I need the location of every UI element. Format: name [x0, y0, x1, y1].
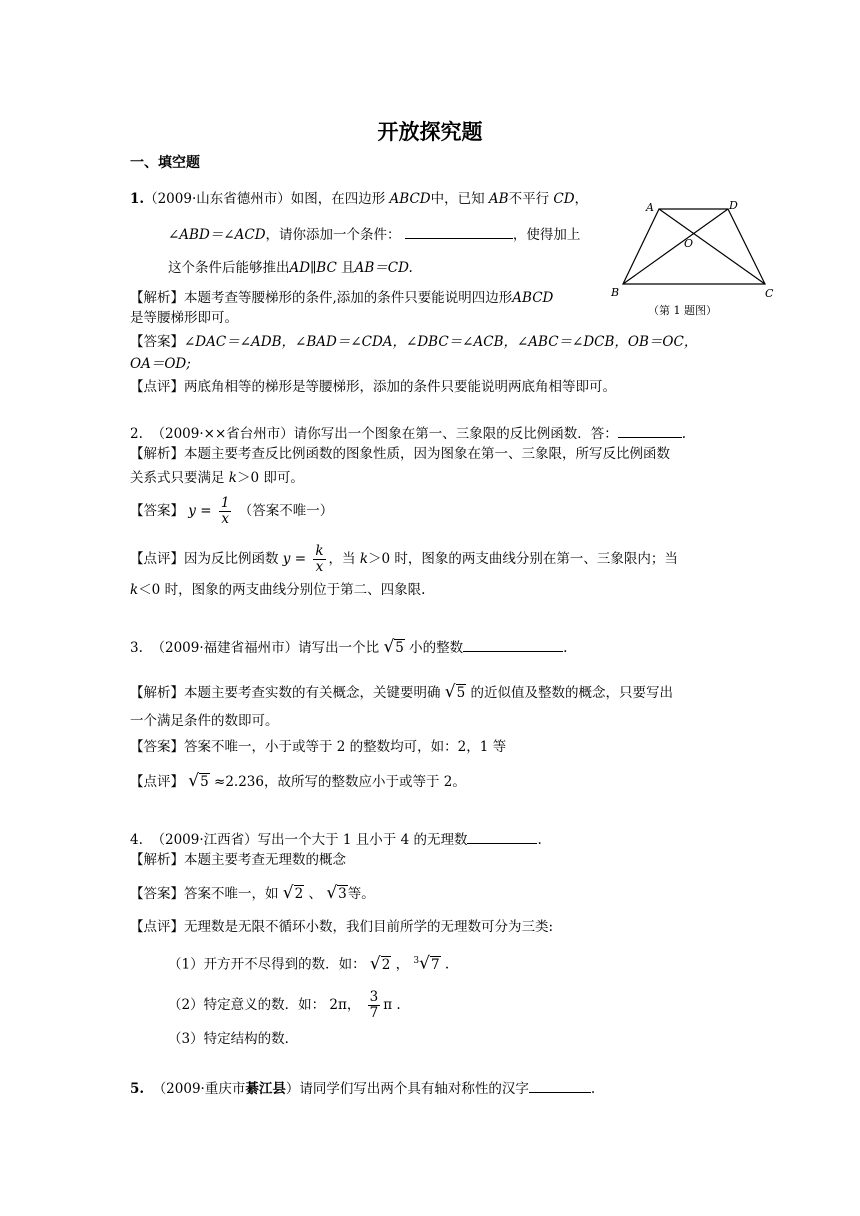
q1-analysis: 【解析】本题考查等腰梯形的条件,添加的条件只要能说明四边形ABCD — [130, 290, 554, 306]
answer-tag: 【答案】 — [130, 503, 184, 519]
answer-tag: 【答案】 — [130, 739, 184, 755]
q4-comment: 【点评】无理数是无限不循环小数，我们目前所学的无理数可分为三类: — [130, 919, 554, 935]
q1-line1: 1.（2009·山东省德州市）如图，在四边形 ABCD中，已知 AB不平行 CD， — [130, 191, 589, 207]
q1-line3: 这个条件后能够推出AD∥BC 且AB＝CD. — [168, 260, 413, 276]
q4-item-2: （2）特定意义的数．如： 2π， $\frac{3}{7}$ π . — [168, 989, 401, 1021]
figure-caption: （第 1 题图） — [648, 304, 717, 317]
comment-tag: 【点评】 — [130, 774, 184, 790]
q2-comment-cont: k＜0 时，图象的两支曲线分别位于第二、四象限. — [130, 582, 426, 598]
q4-item-3: （3）特定结构的数． — [168, 1031, 299, 1047]
q3-line1: 3. （2009·福建省福州市）请写出一个比 √5 小的整数 . — [130, 637, 568, 657]
analysis-tag: 【解析】 — [130, 446, 184, 462]
comment-tag: 【点评】 — [130, 379, 184, 395]
q2-line1: 2. （2009·××省台州市）请你写出一个图象在第一、三象限的反比例函数．答： . — [130, 426, 687, 442]
answer-blank[interactable] — [529, 1080, 591, 1093]
q1-answer: 【答案】∠DAC＝∠ADB，∠BAD＝∠CDA，∠DBC＝∠ACB，∠ABC＝∠DCB，OB＝OC， — [130, 334, 698, 350]
sqrt-2: √2 — [282, 883, 304, 903]
q4-analysis: 【解析】本题主要考查无理数的概念 — [130, 852, 346, 868]
sqrt-5: √5 — [188, 771, 209, 791]
q1-comment: 【点评】两底角相等的梯形是等腰梯形，添加的条件只要能说明两底角相等即可。 — [130, 379, 616, 395]
q2-number: 2. — [130, 426, 143, 442]
q4-number: 4. — [130, 832, 143, 848]
label-b: B — [611, 286, 620, 299]
section-heading: 一、填空题 — [130, 155, 200, 171]
answer-blank[interactable] — [618, 425, 682, 438]
comment-tag: 【点评】 — [130, 551, 184, 567]
analysis-tag: 【解析】 — [130, 290, 184, 306]
page-title: 开放探究题 — [377, 120, 483, 144]
q5-number: 5. — [130, 1081, 145, 1097]
answer-blank[interactable] — [463, 639, 563, 652]
analysis-tag: 【解析】 — [130, 852, 184, 868]
q3-number: 3. — [130, 640, 143, 656]
fraction-1-over-x: $\frac{1}{x}$ — [220, 495, 230, 527]
q1-number: 1. — [130, 191, 145, 207]
q4-line1: 4. （2009·江西省）写出一个大于 1 且小于 4 的无理数 . — [130, 832, 542, 848]
q2-analysis-cont: 关系式只要满足 k＞0 即可。 — [130, 470, 304, 486]
answer-blank[interactable] — [405, 226, 513, 239]
q3-comment: 【点评】 √5 ≈2.236，故所写的整数应小于或等于 2。 — [130, 771, 466, 791]
sqrt-3: √3 — [326, 883, 347, 903]
analysis-tag: 【解析】 — [130, 685, 184, 701]
q2-answer: 【答案】 y = $\frac{1}{x}$ （答案不唯一） — [130, 495, 334, 527]
label-o: O — [684, 237, 694, 250]
trapezoid-figure — [610, 196, 790, 321]
q5-line1: 5. （2009·重庆市綦江县）请同学们写出两个具有轴对称性的汉字 . — [130, 1081, 596, 1097]
answer-tag: 【答案】 — [130, 334, 184, 350]
q1-analysis-cont: 是等腰梯形即可。 — [130, 310, 238, 326]
answer-tag: 【答案】 — [130, 886, 184, 902]
sqrt-2: √2 — [369, 953, 391, 974]
q1-answer-cont: OA＝OD; — [130, 356, 191, 372]
q4-answer: 【答案】答案不唯一，如 √2 、 √3等。 — [130, 883, 375, 903]
q4-item-1: （1）开方开不尽得到的数．如： √2 ， $^3$√7 . — [168, 953, 450, 974]
fraction-3-over-7: $\frac{3}{7}$ — [369, 989, 379, 1021]
cube-root-7: $^3$√7 — [413, 953, 440, 974]
label-d: D — [729, 199, 738, 212]
label-a: A — [646, 201, 654, 214]
comment-tag: 【点评】 — [130, 919, 184, 935]
answer-blank[interactable] — [467, 831, 537, 844]
q2-comment: 【点评】因为反比例函数 y = $\frac{k}{x}$ ，当 k＞0 时，图象的两支曲线分别在第一、三象限内；当 — [130, 543, 678, 575]
q1-line2: ∠ABD＝∠ACD，请你添加一个条件： ，使得加上 — [168, 227, 581, 243]
q3-answer: 【答案】答案不唯一，小于或等于 2 的整数均可，如：2，1 等 — [130, 739, 507, 755]
sqrt-5: √5 — [444, 682, 466, 702]
sqrt-5: √5 — [383, 637, 404, 657]
fraction-k-over-x: $\frac{k}{x}$ — [315, 543, 324, 575]
q3-analysis: 【解析】本题主要考查实数的有关概念，关键要明确 √5 的近似值及整数的概念，只要写出 — [130, 682, 674, 702]
label-c: C — [765, 287, 774, 300]
q3-analysis-cont: 一个满足条件的数即可。 — [130, 713, 279, 729]
q2-analysis: 【解析】本题主要考查反比例函数的图象性质，因为图象在第一、三象限，所写反比例函数 — [130, 446, 670, 462]
trapezoid-outline — [623, 209, 765, 284]
